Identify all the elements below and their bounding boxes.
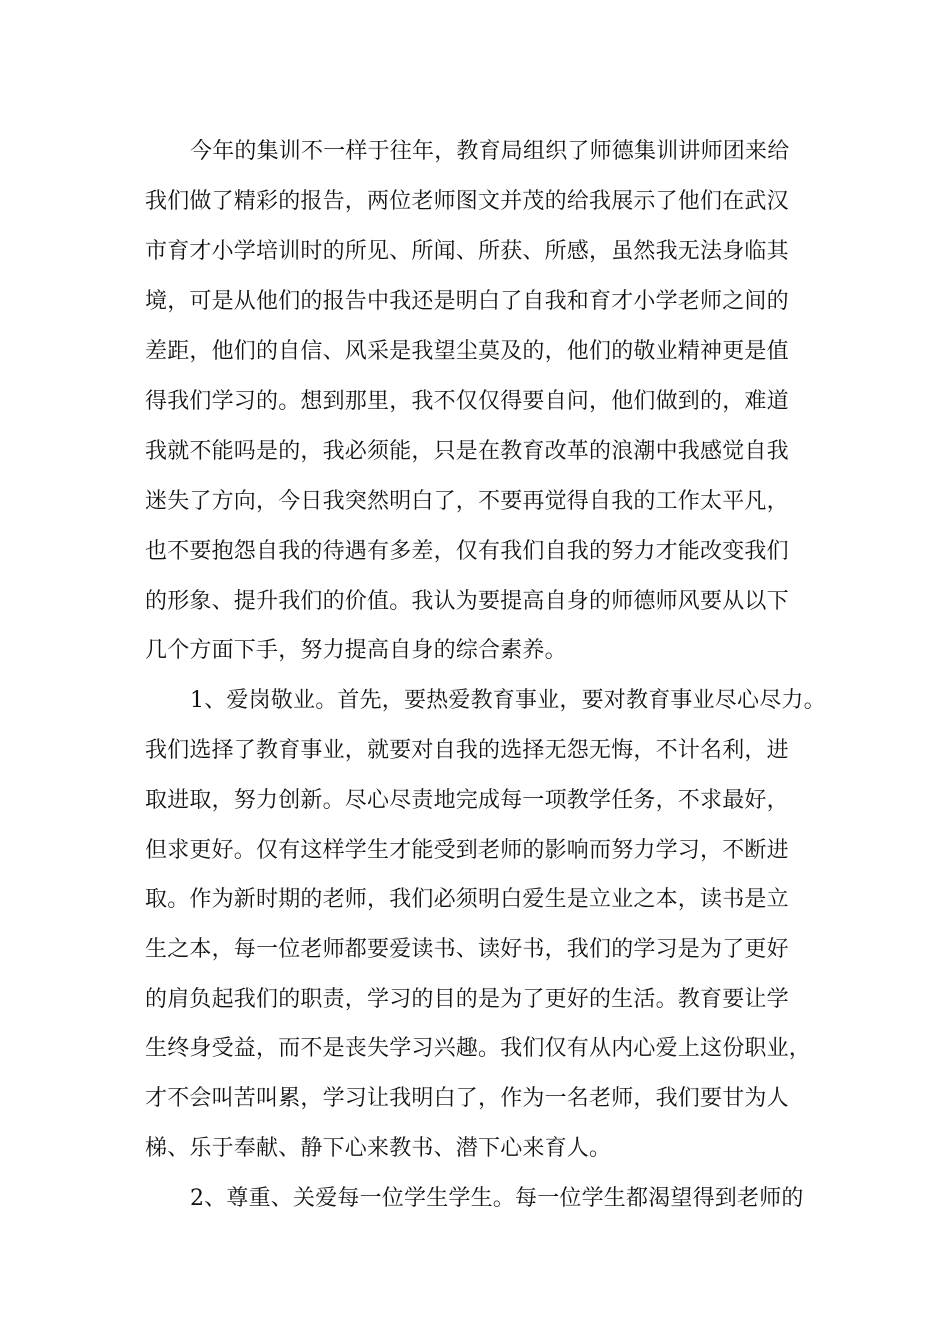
paragraph-2-line-5: 取。作为新时期的老师，我们必须明白爱生是立业之本，读书是立 xyxy=(145,887,789,912)
paragraph-2-line-10: 梯、乐于奉献、静下心来教书、潜下心来育人。 xyxy=(145,1136,612,1161)
paragraph-1-line-7: 我就不能吗是的，我必须能，只是在教育改革的浪潮中我感觉自我 xyxy=(145,439,789,464)
paragraph-2-line-6: 生之本，每一位老师都要爱读书、读好书，我们的学习是为了更好 xyxy=(145,937,789,962)
paragraph-2-line-3: 取进取，努力创新。尽心尽责地完成每一项教学任务，不求最好， xyxy=(145,788,789,813)
paragraph-2-line-1: 1、爱岗敬业。首先，要热爱教育事业，要对教育事业尽心尽力。 xyxy=(190,688,826,713)
paragraph-1-line-1: 今年的集训不一样于往年，教育局组织了师德集训讲师团来给 xyxy=(190,139,790,164)
paragraph-1-line-3: 市育才小学培训时的所见、所闻、所获、所感，虽然我无法身临其 xyxy=(145,239,789,264)
paragraph-1-line-9: 也不要抱怨自我的待遇有多差，仅有我们自我的努力才能改变我们 xyxy=(145,539,789,564)
paragraph-1-line-11: 几个方面下手，努力提高自身的综合素养。 xyxy=(145,638,567,663)
paragraph-2-line-2: 我们选择了教育事业，就要对自我的选择无怨无悔，不计名利，进 xyxy=(145,738,789,763)
paragraph-2-line-8: 生终身受益，而不是丧失学习兴趣。我们仅有从内心爱上这份职业， xyxy=(145,1036,812,1061)
paragraph-1-line-5: 差距，他们的自信、风采是我望尘莫及的，他们的敬业精神更是值 xyxy=(145,339,789,364)
paragraph-1-line-2: 我们做了精彩的报告，两位老师图文并茂的给我展示了他们在武汉 xyxy=(145,189,789,214)
paragraph-1-line-6: 得我们学习的。想到那里，我不仅仅得要自问，他们做到的，难道 xyxy=(145,389,789,414)
paragraph-2-line-7: 的肩负起我们的职责，学习的目的是为了更好的生活。教育要让学 xyxy=(145,987,789,1012)
paragraph-2-line-9: 才不会叫苦叫累，学习让我明白了，作为一名老师，我们要甘为人 xyxy=(145,1086,789,1111)
paragraph-3-line-1: 2、尊重、关爱每一位学生学生。每一位学生都渴望得到老师的 xyxy=(190,1186,804,1211)
paragraph-1-line-8: 迷失了方向，今日我突然明白了，不要再觉得自我的工作太平凡， xyxy=(145,489,789,514)
paragraph-2-line-4: 但求更好。仅有这样学生才能受到老师的影响而努力学习，不断进 xyxy=(145,838,789,863)
paragraph-1-line-10: 的形象、提升我们的价值。我认为要提高自身的师德师风要从以下 xyxy=(145,589,789,614)
paragraph-1-line-4: 境，可是从他们的报告中我还是明白了自我和育才小学老师之间的 xyxy=(145,289,789,314)
